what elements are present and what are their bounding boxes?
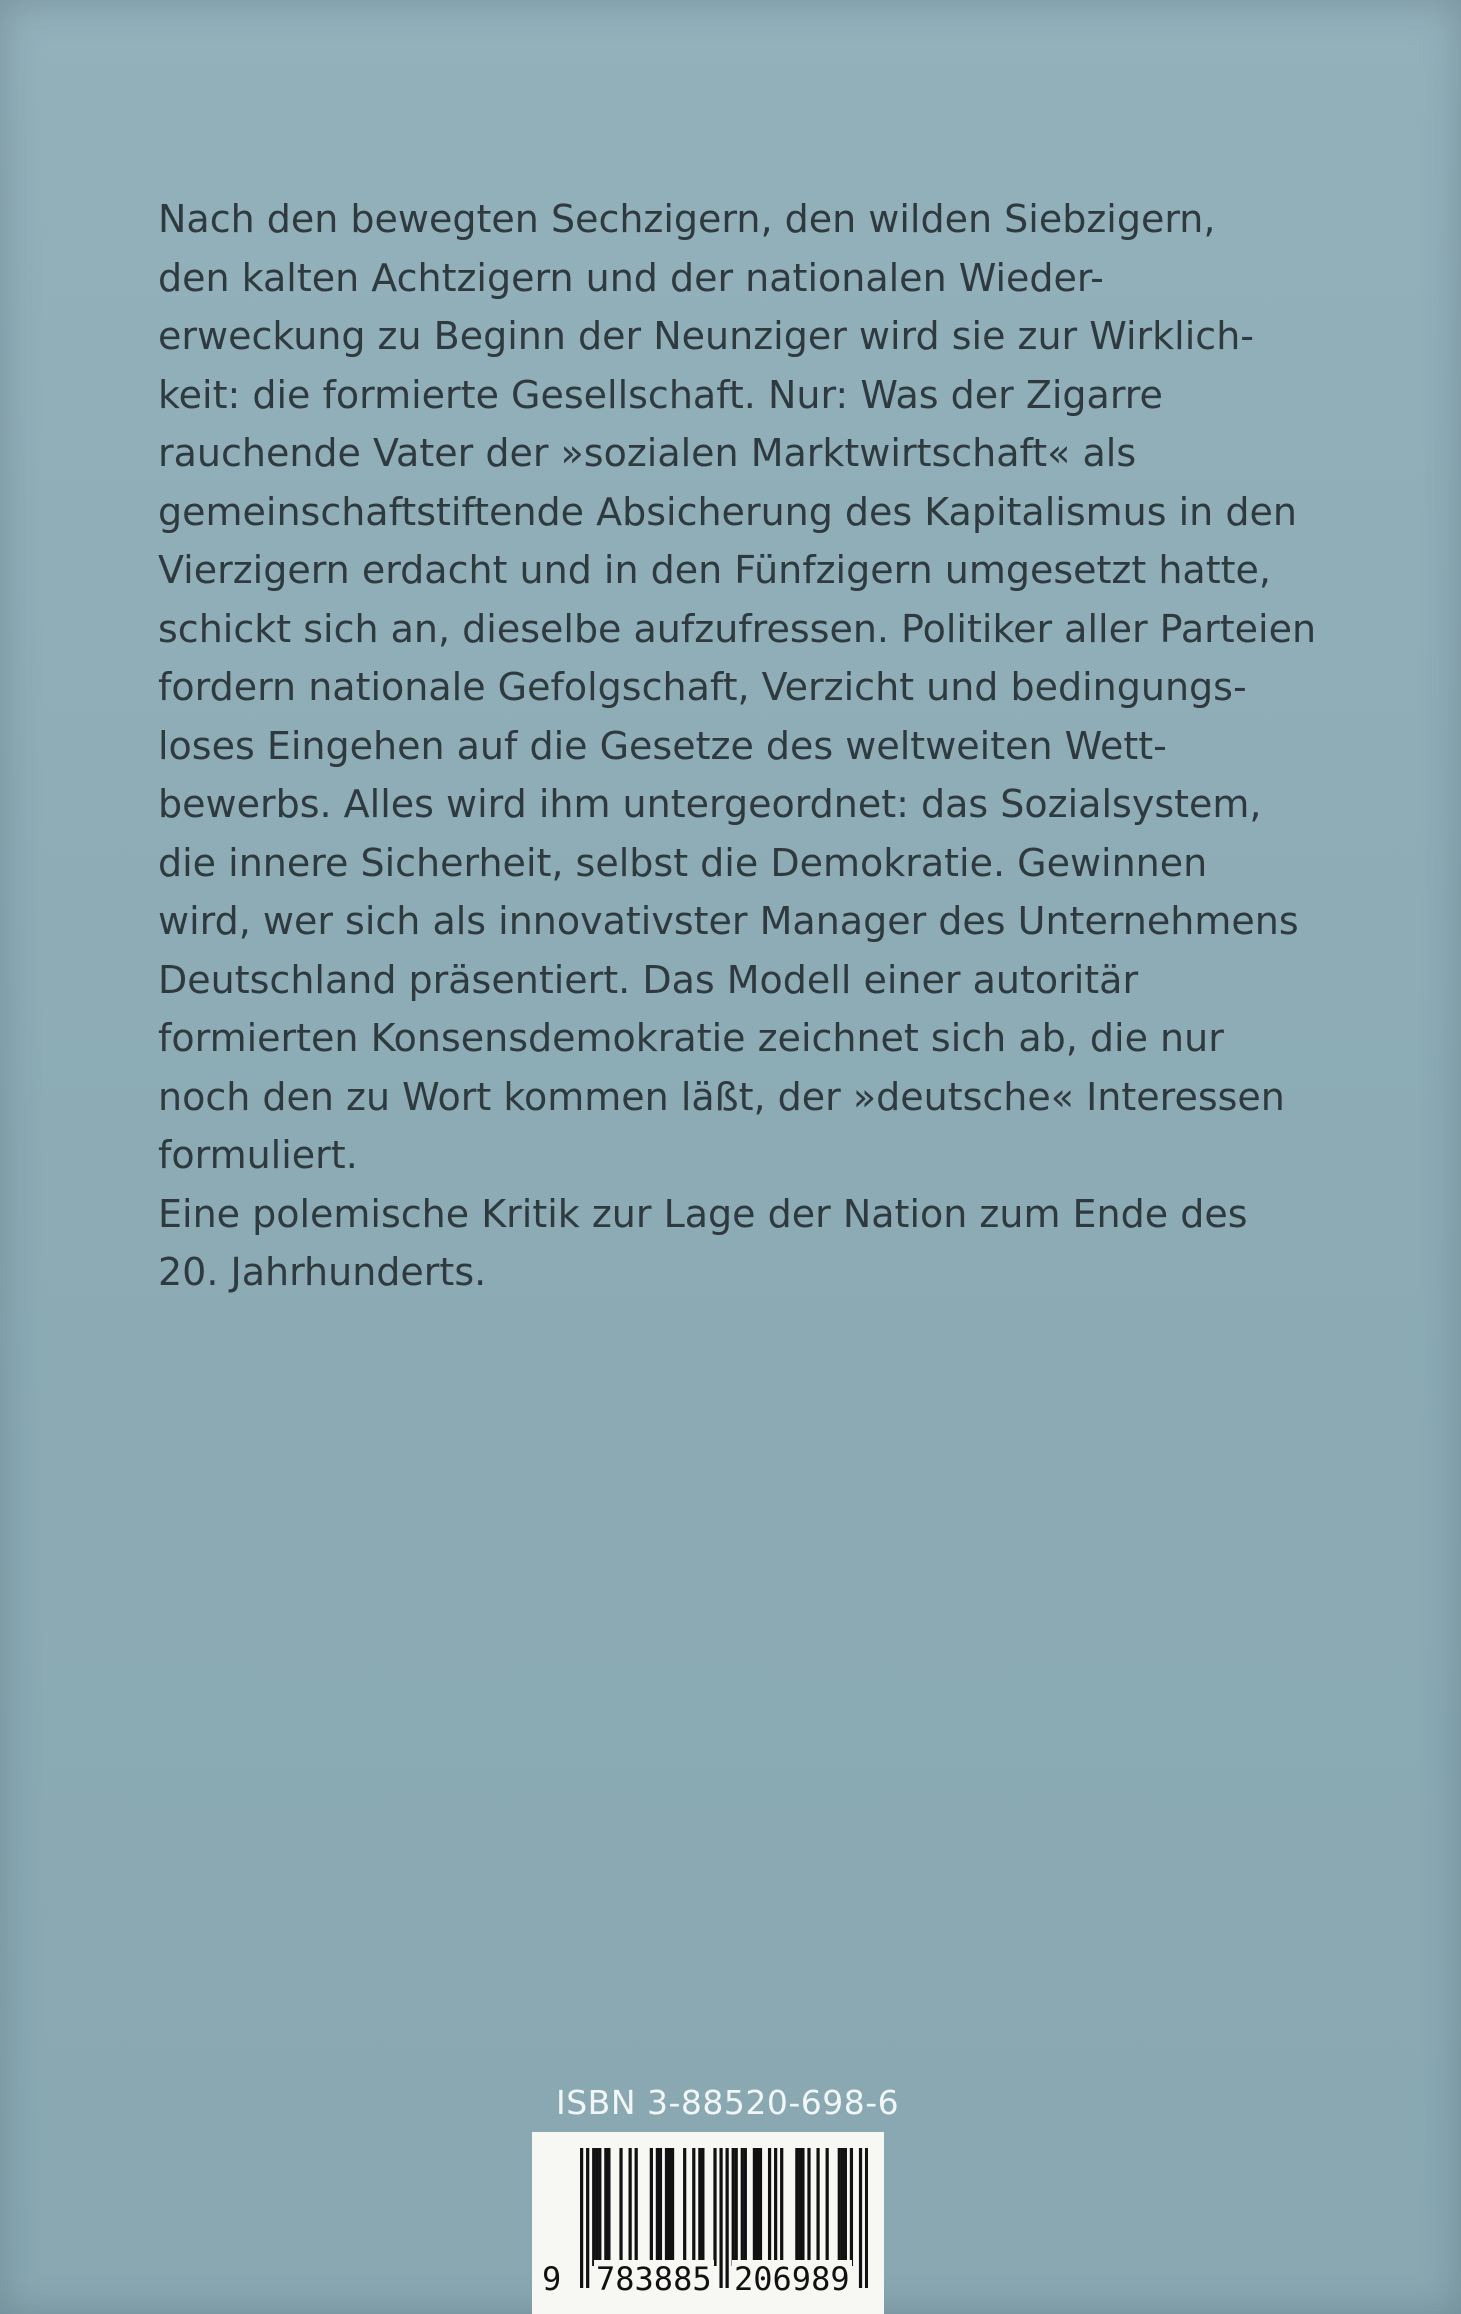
barcode-bar xyxy=(807,2148,810,2266)
barcode-bar xyxy=(780,2148,783,2266)
barcode-bar xyxy=(826,2148,829,2266)
barcode-bar xyxy=(598,2148,601,2266)
blurb-line: erweckung zu Beginn der Neunziger wird sie zur Wirklich- xyxy=(158,314,1254,358)
barcode-bar xyxy=(619,2148,622,2266)
barcode-bar xyxy=(629,2148,632,2266)
barcode-lead-digit: 9 xyxy=(542,2260,565,2298)
barcode-bar xyxy=(841,2148,844,2266)
barcode-guard-bar xyxy=(726,2148,729,2288)
barcode-bar xyxy=(656,2148,659,2266)
blurb-line: Eine polemische Kritik zur Lage der Nation zum Ende des xyxy=(158,1191,1248,1236)
barcode-bar xyxy=(665,2148,668,2266)
blurb-line: den kalten Achtzigern und der nationalen Wieder- xyxy=(158,255,1104,300)
barcode-bar xyxy=(756,2148,759,2266)
barcode-bar xyxy=(692,2148,695,2266)
barcode-guard-bar xyxy=(586,2148,589,2288)
blurb-line: loses Eingehen auf die Gesetze des weltweiten Wett- xyxy=(158,723,1167,768)
blurb-line: bewerbs. Alles wird ihm untergeordnet: das Sozialsystem, xyxy=(158,782,1262,826)
blurb-line: keit: die formierte Gesellschaft. Nur: Was der Zigarre xyxy=(158,372,1163,417)
barcode-bar xyxy=(607,2148,610,2266)
barcode-bar xyxy=(798,2148,801,2266)
barcode-guard-bar xyxy=(865,2148,868,2288)
blurb-line: schickt sich an, dieselbe aufzufressen. Politiker aller Parteien xyxy=(158,606,1317,651)
blurb-line: Nach den bewegten Sechzigern, den wilden Siebzigern, xyxy=(158,197,1216,241)
barcode-bar xyxy=(768,2148,771,2266)
barcode-bar xyxy=(753,2148,756,2266)
barcode-bar xyxy=(713,2148,716,2266)
barcode-bar xyxy=(795,2148,798,2266)
barcode xyxy=(532,2132,884,2314)
barcode-bar xyxy=(732,2148,735,2266)
blurb-line: wird, wer sich als innovativster Manager des Unternehmens xyxy=(158,899,1299,943)
blurb-line: formuliert. xyxy=(158,1133,358,1177)
blurb-line: 20. Jahrhunderts. xyxy=(158,1250,487,1294)
blurb-text xyxy=(158,190,1318,1302)
blurb-line: fordern nationale Gefolgschaft, Verzicht und bedingungs- xyxy=(158,665,1247,709)
blurb-line: Deutschland präsentiert. Das Modell einer autoritär xyxy=(158,957,1139,1002)
barcode-guard-bar xyxy=(580,2148,583,2288)
blurb-line: noch den zu Wort kommen läßt, der »deutsche« Interessen xyxy=(158,1074,1285,1119)
barcode-digit-group-left: 783885 xyxy=(596,2260,712,2298)
barcode-bar xyxy=(801,2148,804,2266)
barcode-bar xyxy=(701,2148,704,2266)
barcode-bar xyxy=(668,2148,671,2266)
blurb-line: gemeinschaftstiftende Absicherung des Kapitalismus in den xyxy=(158,489,1297,534)
blurb-line: die innere Sicherheit, selbst die Demokratie. Gewinnen xyxy=(158,840,1208,885)
barcode-bar xyxy=(659,2148,662,2266)
barcode-guard-bar xyxy=(859,2148,862,2288)
isbn-label: ISBN 3-88520-698-6 xyxy=(556,2083,900,2122)
blurb-paragraph-2 xyxy=(158,1185,1318,1302)
barcode-bar xyxy=(759,2148,762,2266)
barcode-bar xyxy=(744,2148,747,2266)
barcode-bar xyxy=(650,2148,653,2266)
barcode-bar xyxy=(816,2148,819,2266)
blurb-line: formierten Konsensdemokratie zeichnet sich ab, die nur xyxy=(158,1016,1224,1060)
barcode-bar xyxy=(604,2148,607,2266)
barcode-bar xyxy=(683,2148,686,2266)
barcode-guard-bar xyxy=(719,2148,722,2288)
barcode-bar xyxy=(595,2148,598,2266)
blurb-paragraph-1 xyxy=(158,190,1318,1185)
barcode-bar xyxy=(592,2148,595,2266)
blurb-line: rauchende Vater der »sozialen Marktwirtschaft« als xyxy=(158,431,1137,475)
barcode-bar xyxy=(838,2148,841,2266)
barcode-bar xyxy=(635,2148,638,2266)
barcode-bar xyxy=(774,2148,777,2266)
barcode-bar xyxy=(850,2148,853,2266)
barcode-bar xyxy=(741,2148,744,2266)
barcode-digit-group-right: 206989 xyxy=(734,2260,850,2298)
barcode-bar xyxy=(844,2148,847,2266)
barcode-bar xyxy=(698,2148,701,2266)
barcode-bar xyxy=(671,2148,674,2266)
barcode-bar xyxy=(735,2148,738,2266)
blurb-line: Vierzigern erdacht und in den Fünfzigern umgesetzt hatte, xyxy=(158,548,1271,592)
